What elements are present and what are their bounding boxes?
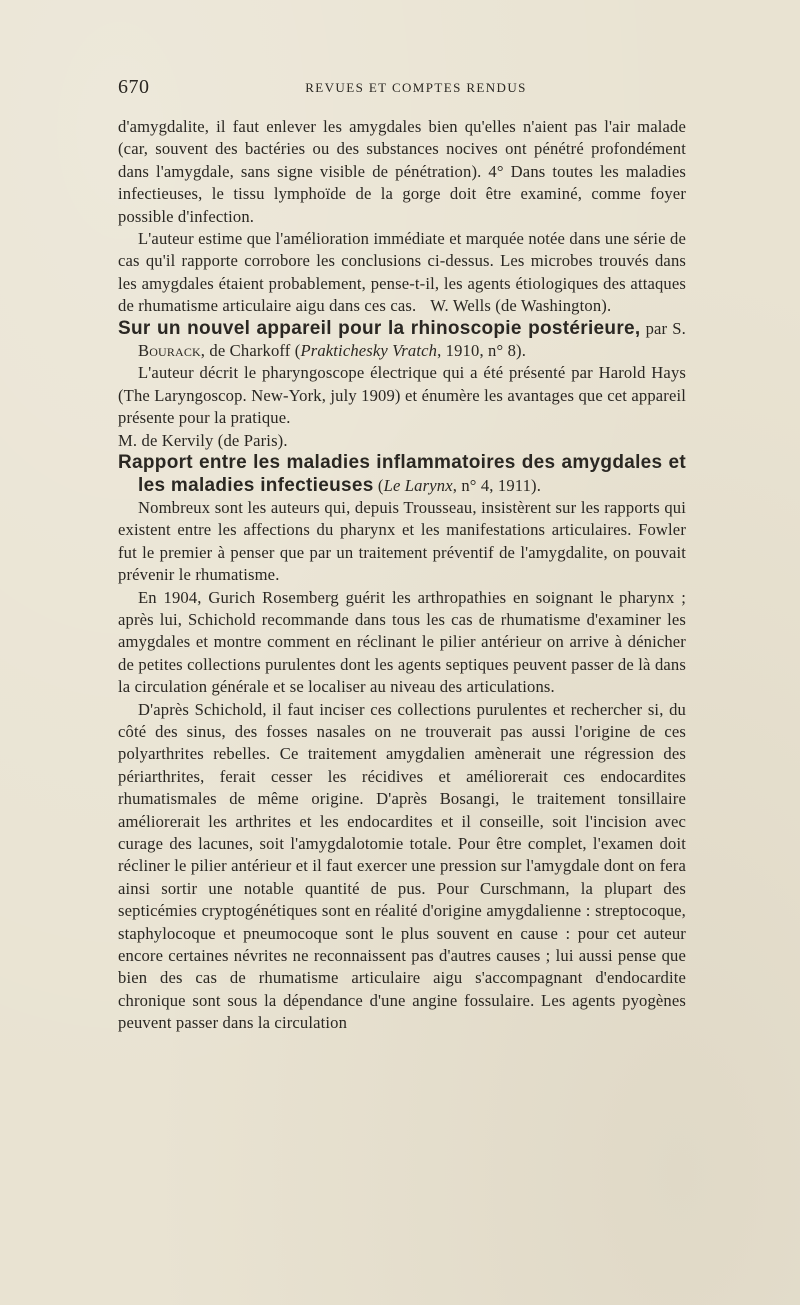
page-body — [118, 116, 686, 1035]
article-author: Bourack — [138, 341, 201, 361]
running-title: REVUES ET COMPTES RENDUS — [305, 80, 527, 95]
reviewer-signature-wells: W. Wells (de Washington). — [430, 296, 612, 316]
article-heading-rhinoscopie — [118, 318, 686, 363]
article-title: Rapport entre les maladies inflammatoires des amygdales et les maladies infectieuses — [118, 452, 686, 496]
article-open: ( — [373, 475, 384, 495]
article-reference: , n° 4, 1911). — [452, 475, 542, 495]
page-header — [118, 76, 684, 100]
paragraph-authors: Nombreux sont les auteurs qui, depuis Trousseau, insistèrent sur les rapports qui existent entre les affections du pharynx et les manifestations articulaires. Fowler fut le premier à penser que par un traitement préventif de l'amygdalite, on pouvait prévenir le rhumatisme. — [118, 497, 686, 585]
article-journal: Le Larynx — [383, 475, 453, 495]
reviewer-signature-kervily: M. de Kervily (de Paris). — [118, 430, 288, 450]
paragraph-review-conclusion — [118, 228, 686, 318]
paragraph-rosemberg: En 1904, Gurich Rosemberg guérit les arthropathies en soignant le pharynx ; après lui, Schichold recommande dans tous les cas de rhumatisme d'examiner les amygdales et montre comment en réclinant le pilier antérieur on arrive à dénicher de petites collections purulentes dont les agents septiques peuvent passer de là dans la circulation générale et se localiser au niveau des articulations. — [118, 587, 686, 697]
page-number: 670 — [118, 76, 150, 98]
paragraph-pharyngoscope: L'auteur décrit le pharyngoscope électrique qui a été présenté par Harold Hays (The Laryngoscop. New-York, july 1909) et énumère les avantages que cet appareil présente pour la pratique. — [118, 363, 686, 428]
article-origin: , de Charkoff ( — [200, 341, 301, 361]
paragraph-text: L'auteur estime que l'amélioration immédiate et marquée notée dans une série de cas qu'il rapporte corrobore les conclusions ci-dessus. Les microbes trouvés dans les amygdales étaient probablement, pense-t-il, les agents étiologiques des attaques de rhumatisme articulaire aigu dans ces cas. — [118, 229, 686, 316]
article-title: Sur un nouvel appareil pour la rhinoscopie postérieure, — [118, 317, 641, 339]
article-heading-amygdales — [118, 452, 686, 497]
article-by: par S. — [645, 318, 686, 338]
paragraph-schichold: D'après Schichold, il faut inciser ces collections purulentes et rechercher si, du côté des sinus, des fosses nasales on ne trouverait pas aussi l'origine de ces polyarthrites rebelles. Ce traitement amygdalien amènerait une régression des périarthrites, ferait cesser les récidives et améliorerait ces endocardites rhumatismales de même origine. D'après Bosangi, le traitement tonsillaire améliorerait les arthrites et les endocardites et il conseille, soit l'incision avec curage des lacunes, soit l'amygdalotomie totale. Pour être complet, l'examen doit récliner le pilier antérieur et il faut exercer une pression sur l'amygdale dont on fera ainsi sortir une notable quantité de pus. Pour Curschmann, la plupart des septicémies cryptogénétiques sont en réalité d'origine amygdalienne : streptocoque, staphylocoque et pneumocoque sont le plus souvent en cause : pour cet auteur encore certaines névrites ne reconnaissent pas d'autres causes ; lui aussi pense que bien des cas de rhumatisme articulaire aigu s'accompagnant d'endocardite chronique sont sous la dépendance d'une angine fossulaire. Les agents pyogènes peuvent passer dans la circulation — [118, 699, 686, 1033]
article-reference: , 1910, n° 8). — [437, 341, 526, 361]
paragraph-continuation: d'amygdalite, il faut enlever les amygdales bien qu'elles n'aient pas l'air malade (car, souvent des bactéries ou des substances nocives ont pénétré profondément dans l'amygdale, sans signe visible de pénétration). 4° Dans toutes les maladies infectieuses, le tissu lymphoïde de la gorge doit être examiné, comme foyer possible d'infection. — [118, 117, 686, 226]
article-journal: Praktichesky Vratch — [300, 341, 438, 361]
